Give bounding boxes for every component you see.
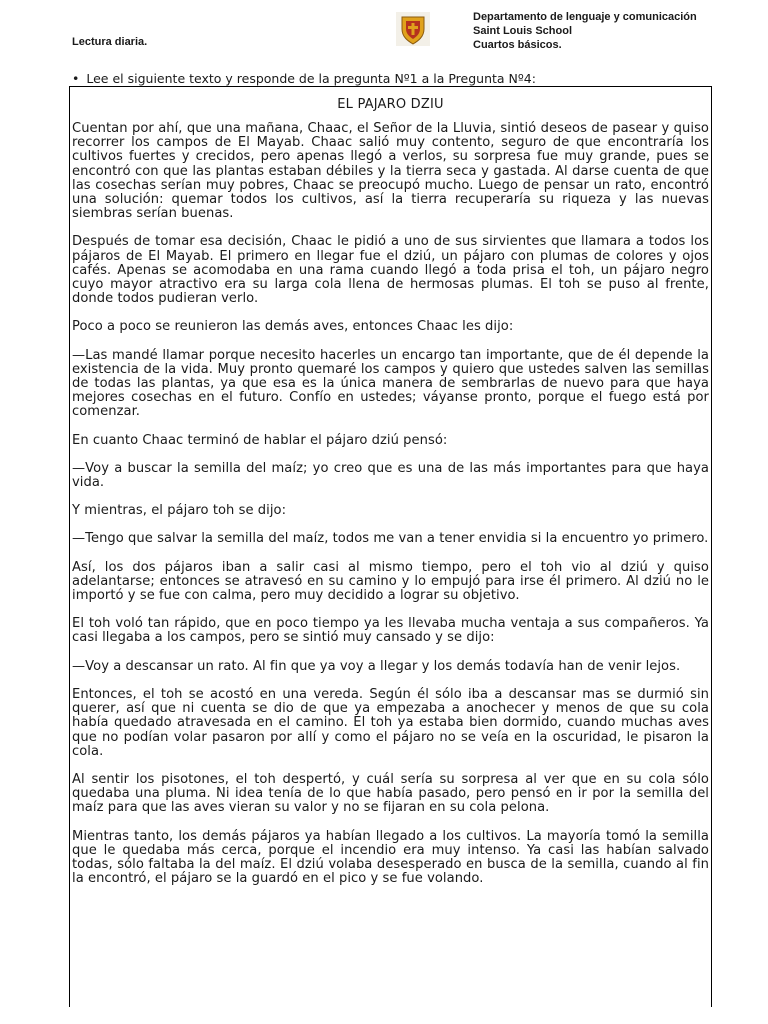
- story-paragraph: —Voy a descansar un rato. Al fin que ya voy a llegar y los demás todavía han de venir lejos.: [72, 658, 681, 674]
- grade-line: Cuartos básicos.: [473, 39, 562, 51]
- story-title: EL PAJARO DZIU: [337, 97, 444, 112]
- story-paragraph: Así, los dos pájaros iban a salir casi al mismo tiempo, pero el toh vio al dziú y quiso adelantarse; entonces se atravesó en su camino y lo empujó para irse él primero. Al dziú no le importó y se fue con calma, pero muy decidido a lograr su objetivo.: [72, 559, 709, 604]
- story-paragraph: Poco a poco se reunieron las demás aves, entonces Chaac les dijo:: [72, 319, 514, 335]
- story-paragraph: Entonces, el toh se acostó en una vereda. Según él sólo iba a descansar mas se durmió sin querer, así que ni cuenta se dio de que ya empezaba a anochecer y menos de que su cola había quedado atravesada en el camino. El toh ya estaba bien dormido, cuando muchas aves que no podían volar pasaron por allí y como el pájaro no se veía en la oscuridad, le pisaron la cola.: [72, 686, 709, 759]
- school-name-line: Saint Louis School: [473, 25, 573, 37]
- school-crest-icon: [396, 12, 430, 46]
- story-paragraph: —Voy a buscar la semilla del maíz; yo creo que es una de las más importantes para que haya vida.: [72, 460, 709, 491]
- instruction-line: [72, 71, 536, 86]
- story-paragraph: Mientras tanto, los demás pájaros ya habían llegado a los cultivos. La mayoría tomó la semilla que le quedaba más cerca, porque el incendio era muy intenso. Ya casi las habían salvado todas, sólo faltaba la del maíz. El dziú volaba desesperado en busca de la semilla, cuando al fin la encontró, el pájaro se la guardó en el pico y se fue volando.: [72, 828, 709, 887]
- header-subject-label: Lectura diaria.: [72, 36, 148, 48]
- department-line: Departamento de lenguaje y comunicación: [473, 11, 697, 23]
- story-paragraph: En cuanto Chaac terminó de hablar el pájaro dziú pensó:: [72, 432, 448, 448]
- story-paragraph: Y mientras, el pájaro toh se dijo:: [72, 503, 287, 519]
- bullet-icon: •: [72, 71, 80, 86]
- instruction-text: Lee el siguiente texto y responde de la pregunta Nº1 a la Pregunta Nº4:: [86, 71, 536, 86]
- story-paragraph: Cuentan por ahí, que una mañana, Chaac, el Señor de la Lluvia, sintió deseos de pasear y quiso recorrer los campos de El Mayab. Chaac salió muy contento, seguro de que encontraría los cultivos fuertes y crecidos, pero apenas llegó a verlos, su sorpresa fue muy grande, pues se encontró con que las plantas estaban débiles y la tierra seca y gastada. Al darse cuenta de que las cosechas serían muy pobres, Chaac se preocupó mucho. Luego de pensar un rato, encontró una solución: quemar todos los cultivos, así la tierra recuperaría su riqueza y las nuevas siembras serían buenas.: [72, 121, 709, 222]
- header-department-info: [473, 10, 697, 52]
- story-paragraph: —Las mandé llamar porque necesito hacerles un encargo tan importante, que de él depende la existencia de la vida. Muy pronto quemaré los campos y quiero que ustedes salven las semillas de todas las plantas, ya que esa es la única manera de sembrarlas de nuevo para que haya mejores cosechas en el futuro. Confío en ustedes; váyanse pronto, porque el fuego está por comenzar.: [72, 347, 709, 420]
- story-paragraph: —Tengo que salvar la semilla del maíz, todos me van a tener envidia si la encuentro yo primero.: [72, 531, 709, 547]
- story-paragraph: Después de tomar esa decisión, Chaac le pidió a uno de sus sirvientes que llamara a todos los pájaros de El Mayab. El primero en llegar fue el dziú, un pájaro con plumas de colores y ojos cafés. Apenas se acomodaba en una rama cuando llegó a toda prisa el toh, un pájaro negro cuyo mayor atractivo era su larga cola llena de hermosas plumas. El toh se puso al frente, donde todos pudieran verlo.: [72, 234, 709, 307]
- story-body: [72, 122, 709, 886]
- story-paragraph: Al sentir los pisotones, el toh despertó, y cuál sería su sorpresa al ver que en su cola sólo quedaba una pluma. Ni idea tenía de lo que había pasado, pero pensó en ir por la semilla del maíz para que las aves vieran su valor y no se fijaran en su cola pelona.: [72, 771, 709, 816]
- reading-frame: [69, 86, 712, 1007]
- story-paragraph: El toh voló tan rápido, que en poco tiempo ya les llevaba mucha ventaja a sus compañeros. Ya casi llegaba a los campos, pero se sintió muy cansado y se dijo:: [72, 616, 709, 646]
